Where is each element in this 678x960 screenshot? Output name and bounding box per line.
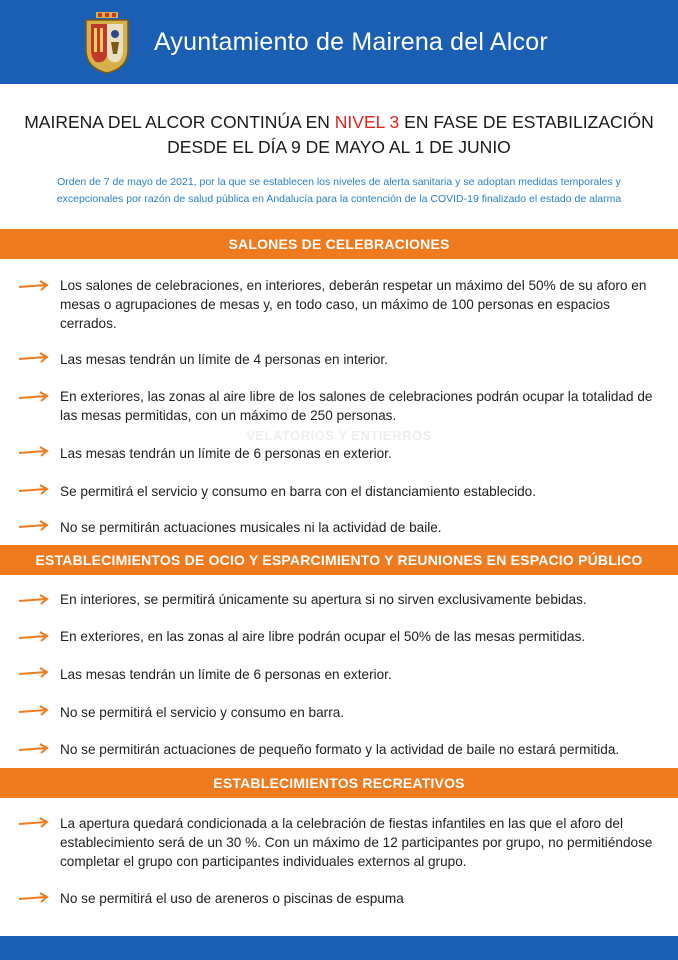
item-text: Los salones de celebraciones, en interiores, deberán respetar un máximo del 50% de su aforo en mesas o agrupaciones de mesas y, en todo caso, un máximo de 100 personas en espacios cerrados. — [60, 278, 647, 331]
arrow-right-icon — [18, 280, 50, 292]
arrow-right-icon — [18, 705, 50, 717]
level-highlight: NIVEL 3 — [334, 112, 400, 132]
item-text: No se permitirá el servicio y consumo en barra. — [60, 705, 345, 720]
arrow-right-icon — [18, 631, 50, 643]
arrow-right-icon — [18, 352, 50, 364]
item-text: Las mesas tendrán un límite de 4 personas en interior. — [60, 352, 388, 367]
subtitle-line: excepcionales por razón de salud pública en Andalucía para la contención de la COVID-19 finalizado el estado de alarma — [56, 193, 622, 205]
headline-line-1 — [0, 112, 678, 133]
section-header-ocio: ESTABLECIMIENTOS DE OCIO Y ESPARCIMIENTO Y REUNIONES EN ESPACIO PÚBLICO — [0, 545, 678, 575]
item-text: La apertura quedará condicionada a la celebración de fiestas infantiles en las que el aforo del establecimiento será de un 30 %. Con un máximo de 12 participantes por grupo, no permitiéndose completar el grupo con participantes individuales externos al grupo. — [60, 816, 653, 869]
section-header-salones: SALONES DE CELEBRACIONES — [0, 229, 678, 259]
headline-text: MAIRENA DEL ALCOR CONTINÚA EN — [24, 112, 335, 132]
arrow-right-icon — [18, 743, 50, 755]
arrow-right-icon — [18, 667, 50, 679]
item-text: No se permitirá el uso de areneros o piscinas de espuma — [60, 891, 404, 906]
item-text: En exteriores, en las zonas al aire libre podrán ocupar el 50% de las mesas permitidas. — [60, 629, 586, 644]
coat-of-arms-icon — [82, 12, 132, 74]
item-text: En interiores, se permitirá únicamente su apertura si no sirven exclusivamente bebidas. — [60, 592, 587, 607]
arrow-right-icon — [18, 391, 50, 403]
decree-subtitle — [20, 174, 658, 208]
arrow-right-icon — [18, 484, 50, 496]
headline-line-2: DESDE EL DÍA 9 DE MAYO AL 1 DE JUNIO — [167, 137, 511, 157]
item-text: En exteriores, las zonas al aire libre de los salones de celebraciones podrán ocupar la totalidad de las mesas permitidas, con un máximo de 250 personas. — [60, 389, 653, 423]
headline-text: EN FASE DE ESTABILIZACIÓN — [399, 112, 654, 132]
arrow-right-icon — [18, 817, 50, 829]
arrow-right-icon — [18, 446, 50, 458]
arrow-right-icon — [18, 892, 50, 904]
item-text: Se permitirá el servicio y consumo en barra con el distanciamiento establecido. — [60, 484, 537, 499]
item-text: Las mesas tendrán un límite de 6 personas en exterior. — [60, 446, 392, 461]
arrow-right-icon — [18, 594, 50, 606]
subtitle-line: Orden de 7 de mayo de 2021, por la que se establecen los niveles de alerta sanitaria y se adoptan medidas temporales y — [57, 176, 621, 188]
header-title: Ayuntamiento de Mairena del Alcor — [154, 28, 548, 56]
footer-bar — [0, 936, 678, 960]
section-header-recreativos: ESTABLECIMIENTOS RECREATIVOS — [0, 768, 678, 798]
item-text: Las mesas tendrán un límite de 6 personas en exterior. — [60, 667, 392, 682]
watermark-text: VELATORIOS Y ENTIERROS — [246, 428, 432, 443]
item-text: No se permitirán actuaciones de pequeño formato y la actividad de baile no estará permitida. — [60, 742, 620, 757]
item-text: No se permitirán actuaciones musicales ni la actividad de baile. — [60, 520, 442, 535]
header-bar — [0, 0, 678, 84]
arrow-right-icon — [18, 520, 50, 532]
